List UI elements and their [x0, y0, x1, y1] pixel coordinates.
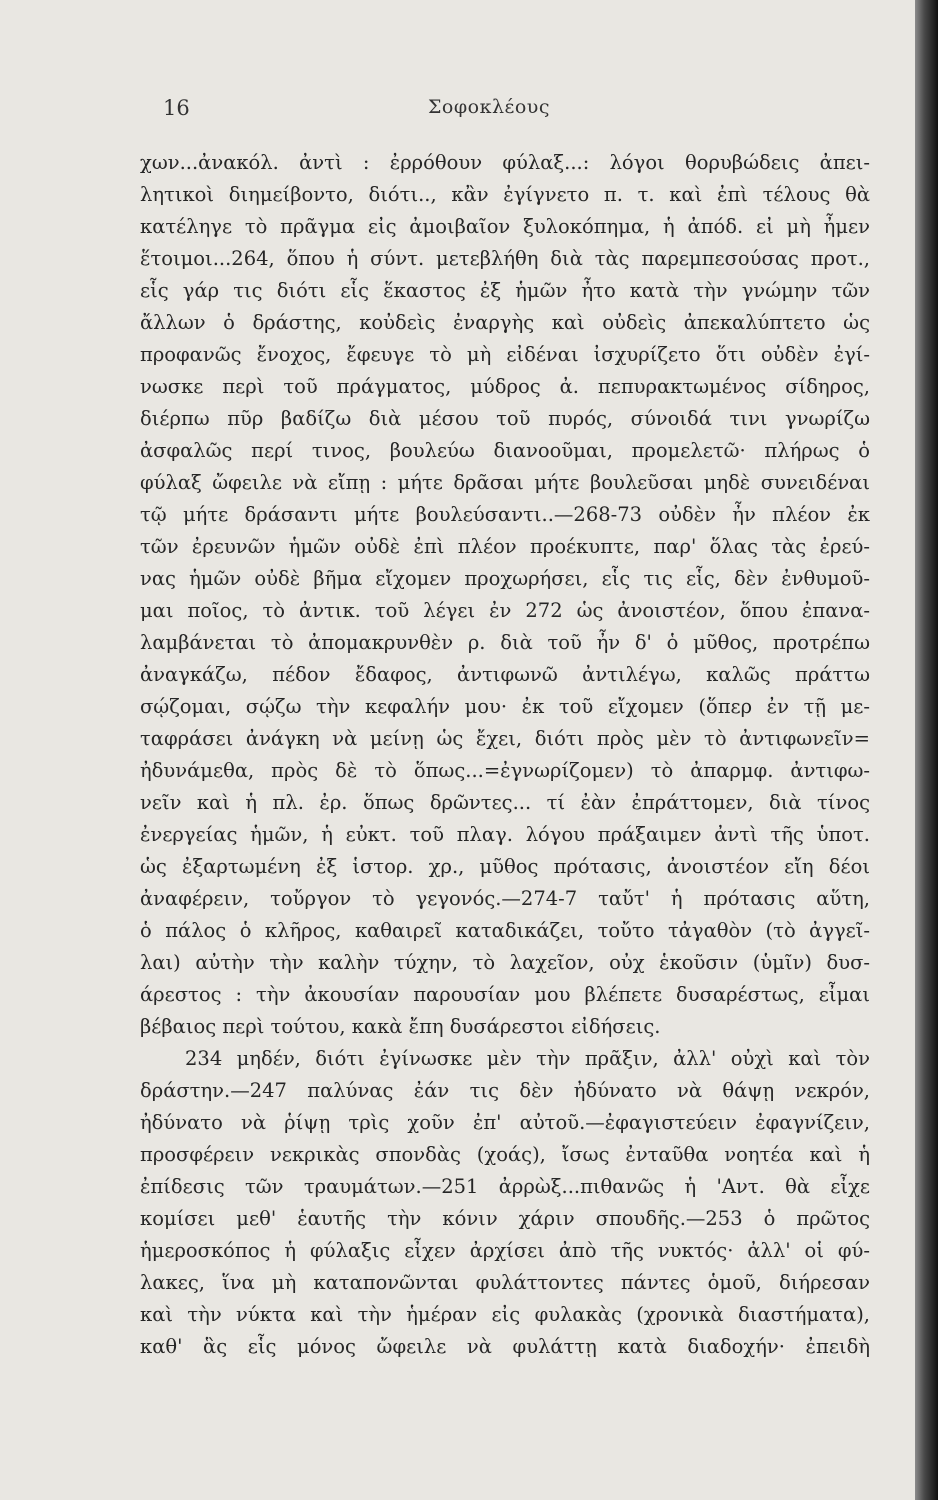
text-line: 234 μηδέν, διότι ἐγίνωσκε μὲν τὴν πρᾶξιν, ἀλλ' οὐχὶ καὶ τὸν — [185, 1047, 870, 1070]
text-line: άρεστος : τὴν ἀκουσίαν παρουσίαν μου βλέπετε δυσαρέστως, εἶμαι — [140, 983, 870, 1006]
text-line: ἕτοιμοι...264, ὅπου ἡ σύντ. μετεβλήθη διὰ τὰς παρεμπεσούσας προτ., — [140, 247, 870, 270]
text-line: βέβαιος περὶ τούτου, κακὰ ἔπη δυσάρεστοι εἰδήσεις. — [140, 1015, 661, 1038]
text-line: ἐνεργείας ἡμῶν, ἡ εὐκτ. τοῦ πλαγ. λόγου πράξαιμεν ἀντὶ τῆς ὑποτ. — [140, 823, 870, 846]
text-line: λαι) αὐτὴν τὴν καλὴν τύχην, τὸ λαχεῖον, οὐχ ἑκοῦσιν (ὑμῖν) δυσ- — [140, 951, 870, 974]
text-line: ἀσφαλῶς περί τινος, βουλεύω διανοοῦμαι, προμελετῶ· πλήρως ὁ — [140, 439, 870, 462]
text-line: καθ' ἃς εἷς μόνος ὤφειλε νὰ φυλάττῃ κατὰ διαδοχήν· ἐπειδὴ — [140, 1335, 870, 1358]
text-line: ἀναφέρειν, τοὔργον τὸ γεγονός.—274-7 ταὔτ' ἡ πρότασις αὕτη, — [140, 887, 870, 910]
text-line: τῷ μήτε δράσαντι μήτε βουλεύσαντι..—268-73 οὐδὲν ἦν πλέον ἐκ — [140, 503, 870, 526]
text-line: νεῖν καὶ ἡ πλ. ἐρ. ὅπως δρῶντες... τί ἐὰν ἐπράττομεν, διὰ τίνος — [140, 791, 870, 814]
text-line: λακες, ἵνα μὴ καταπονῶνται φυλάττοντες πάντες ὁμοῦ, διήρεσαν — [140, 1271, 870, 1294]
text-line: σῴζομαι, σῴζω τὴν κεφαλήν μου· ἐκ τοῦ εἴχομεν (ὅπερ ἐν τῇ με- — [140, 695, 870, 718]
text-line: ἠδύνατο νὰ ῥίψῃ τρὶς χοῦν ἐπ' αὐτοῦ.—ἐφαγιστεύειν ἐφαγνίζειν, — [140, 1111, 870, 1134]
page-number: 16 — [163, 96, 190, 120]
commentary-text — [140, 147, 870, 1363]
text-line: νας ἡμῶν οὐδὲ βῆμα εἴχομεν προχωρήσει, εἷς τις εἷς, δὲν ἐνθυμοῦ- — [140, 567, 870, 590]
text-line: τῶν ἐρευνῶν ἡμῶν οὐδὲ ἐπὶ πλέον προέκυπτε, παρ' ὅλας τὰς ἐρεύ- — [140, 535, 870, 558]
text-line: καὶ τὴν νύκτα καὶ τὴν ἡμέραν εἰς φυλακὰς (χρονικὰ διαστήματα), — [140, 1303, 870, 1326]
text-line: ἄλλων ὁ δράστης, κοὐδεὶς ἐναργὴς καὶ οὐδεὶς ἀπεκαλύπτετο ὡς — [140, 311, 870, 334]
text-line: δράστην.—247 παλύνας ἐάν τις δὲν ἠδύνατο νὰ θάψῃ νεκρόν, — [140, 1079, 870, 1102]
page-header — [163, 96, 815, 130]
text-line: χων...ἀνακόλ. ἀντὶ : ἐρρόθουν φύλαξ...: λόγοι θορυβώδεις ἀπει- — [140, 151, 870, 174]
text-line: ἐπίδεσις τῶν τραυμάτων.—251 ἀρρὼξ...πιθανῶς ἡ 'Αντ. θὰ εἶχε — [140, 1175, 870, 1198]
text-line: εἷς γάρ τις διότι εἷς ἕκαστος ἐξ ἡμῶν ἦτο κατὰ τὴν γνώμην τῶν — [140, 279, 870, 302]
text-line: φύλαξ ὤφειλε νὰ εἴπῃ : μήτε δρᾶσαι μήτε βουλεῦσαι μηδὲ συνειδέναι — [140, 471, 870, 494]
text-line: ἡμεροσκόπος ἡ φύλαξις εἶχεν ἀρχίσει ἀπὸ τῆς νυκτός· ἀλλ' οἱ φύ- — [140, 1239, 870, 1262]
text-line: προσφέρειν νεκρικὰς σπονδὰς (χοάς), ἴσως ἐνταῦθα νοητέα καὶ ἡ — [140, 1143, 870, 1166]
text-line: νωσκε περὶ τοῦ πράγματος, μύδρος ἀ. πεπυρακτωμένος σίδηρος, — [140, 375, 870, 398]
text-line: λαμβάνεται τὸ ἀπομακρυνθὲν ρ. διὰ τοῦ ἦν δ' ὁ μῦθος, προτρέπω — [140, 631, 870, 654]
text-line: κομίσει μεθ' ἑαυτῆς τὴν κόνιν χάριν σπουδῆς.—253 ὁ πρῶτος — [140, 1207, 870, 1230]
text-line: ταφράσει ἀνάγκη νὰ μείνῃ ὡς ἔχει, διότι πρὸς μὲν τὸ ἀντιφωνεῖν= — [140, 727, 870, 750]
text-line: κατέληγε τὸ πρᾶγμα εἰς ἀμοιβαῖον ξυλοκόπημα, ἡ ἀπόδ. εἰ μὴ ἦμεν — [140, 215, 870, 238]
text-line: προφανῶς ἔνοχος, ἔφευγε τὸ μὴ εἰδέναι ἰσχυρίζετο ὅτι οὐδὲν ἐγί- — [140, 343, 870, 366]
text-line: μαι ποῖος, τὸ ἀντικ. τοῦ λέγει ἐν 272 ὡς ἀνοιστέον, ὅπου ἐπανα- — [140, 599, 870, 622]
running-title: Σοφοκλέους — [427, 96, 550, 118]
text-line: λητικοὶ διημείβοντο, διότι.., κἂν ἐγίγνετο π. τ. καὶ ἐπὶ τέλους θὰ — [140, 183, 870, 206]
text-line: διέρπω πῦρ βαδίζω διὰ μέσου τοῦ πυρός, σύνοιδά τινι γνωρίζω — [140, 407, 870, 430]
text-line: ὡς ἐξαρτωμένη ἐξ ἱστορ. χρ., μῦθος πρότασις, ἀνοιστέον εἴη δέοι — [140, 855, 870, 878]
text-line: ἠδυνάμεθα, πρὸς δὲ τὸ ὅπως...=ἐγνωρίζομεν) τὸ ἀπαρμφ. ἀντιφω- — [140, 759, 870, 782]
text-line: ὁ πάλος ὁ κλῆρος, καθαιρεῖ καταδικάζει, τοὔτο τἀγαθὸν (τὸ ἀγγεῖ- — [140, 919, 870, 942]
page-edge-shadow — [915, 0, 938, 1500]
text-line: ἀναγκάζω, πέδον ἔδαφος, ἀντιφωνῶ ἀντιλέγω, καλῶς πράττω — [140, 663, 870, 686]
